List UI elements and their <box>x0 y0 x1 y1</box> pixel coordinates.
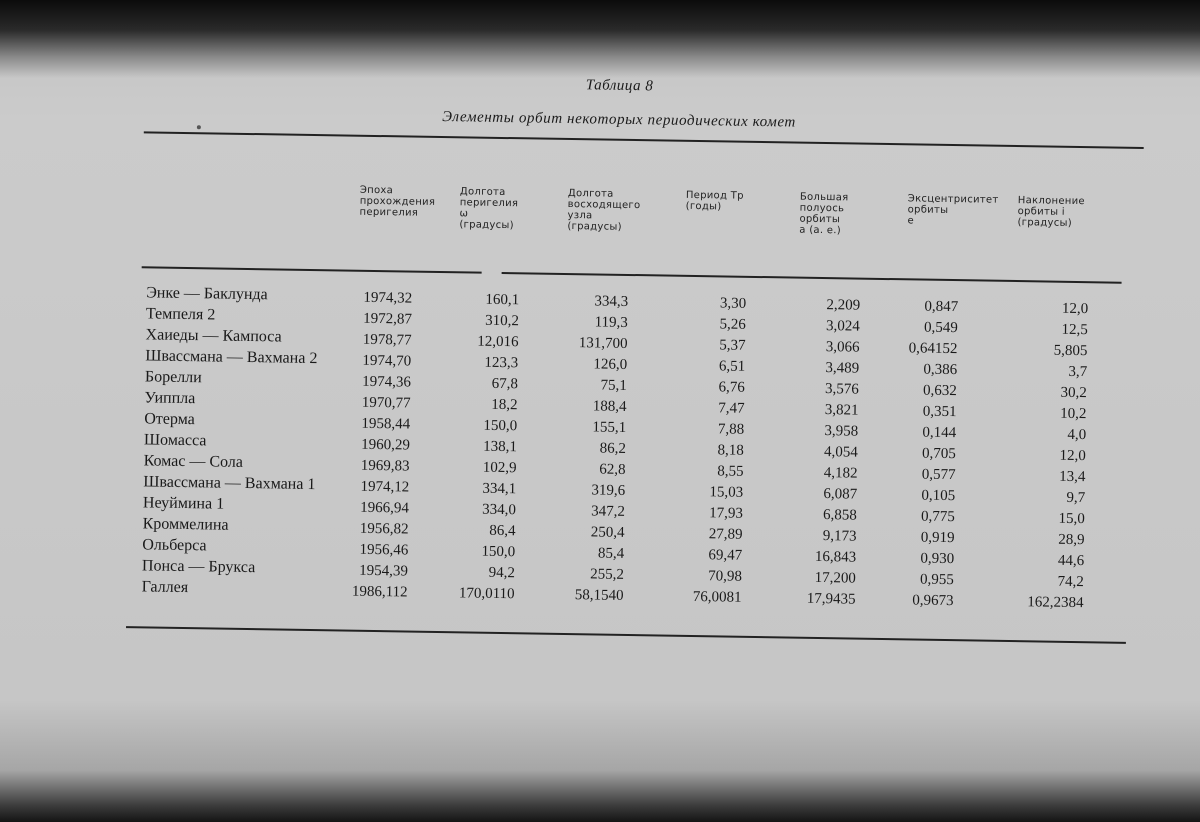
inclination-cell: 12,5 <box>1061 321 1088 339</box>
perihelion-longitude-cell: 138,1 <box>483 438 518 456</box>
comet-name-cell: Хаиеды — Кампоса <box>145 326 282 346</box>
comet-name-cell: Энке — Баклунда <box>146 284 268 304</box>
perihelion-epoch-cell: 1978,77 <box>362 331 412 349</box>
book-page <box>48 55 1179 813</box>
inclination-cell: 12,0 <box>1061 300 1089 318</box>
eccentricity-cell: 0,386 <box>923 361 958 379</box>
header-period: Период Tp (годы) <box>685 189 744 213</box>
period-column <box>679 293 746 609</box>
semi-major-axis-cell: 3,066 <box>825 339 860 356</box>
perihelion-epoch-cell: 1974,36 <box>362 373 412 391</box>
semi-major-axis-cell: 4,054 <box>823 444 858 461</box>
eccentricity-cell: 0,64152 <box>908 340 958 358</box>
inclination-cell: 74,2 <box>1057 573 1084 591</box>
perihelion-epoch-cell: 1960,29 <box>361 436 411 454</box>
table-number: Таблица 8 <box>585 77 654 95</box>
orbital-period-cell: 7,47 <box>718 400 745 417</box>
epoch-column <box>351 288 412 604</box>
semi-major-axis-column <box>789 295 860 611</box>
comet-name-column <box>141 282 318 600</box>
inclination-column <box>1001 298 1088 614</box>
orbital-period-cell: 17,93 <box>709 505 744 522</box>
comet-name-cell: Галлея <box>141 578 189 597</box>
inclination-cell: 28,9 <box>1058 531 1085 549</box>
orbital-period-cell: 8,18 <box>717 442 744 459</box>
inclination-cell: 15,0 <box>1058 510 1085 528</box>
eccentricity-cell: 0,351 <box>922 403 957 421</box>
perihelion-longitude-cell: 18,2 <box>491 396 518 414</box>
perihelion-epoch-cell: 1954,39 <box>359 562 409 580</box>
perihelion-epoch-cell: 1956,82 <box>359 520 409 538</box>
comet-name-cell: Швассмана — Вахмана 1 <box>143 473 316 494</box>
ascending-node-longitude-cell: 86,2 <box>599 440 627 457</box>
ascending-node-longitude-cell: 126,0 <box>593 356 628 373</box>
orbital-period-cell: 6,51 <box>718 358 746 375</box>
ascending-node-longitude-cell: 75,1 <box>600 377 627 394</box>
perihelion-longitude-cell: 334,1 <box>482 480 517 498</box>
comet-name-cell: Ольберса <box>142 536 207 555</box>
semi-major-axis-cell: 6,087 <box>823 486 858 503</box>
header-eccentricity: Эксцентриситет орбиты e <box>907 193 999 227</box>
orbital-period-cell: 70,98 <box>708 568 743 585</box>
inclination-cell: 5,805 <box>1053 342 1088 360</box>
eccentricity-column <box>893 296 958 612</box>
eccentricity-cell: 0,577 <box>921 466 956 484</box>
inclination-cell: 44,6 <box>1057 552 1085 570</box>
orbital-period-cell: 3,30 <box>719 295 747 312</box>
eccentricity-cell: 0,930 <box>920 550 955 568</box>
perihelion-epoch-cell: 1969,83 <box>360 457 410 475</box>
eccentricity-cell: 0,705 <box>921 445 956 463</box>
semi-major-axis-cell: 17,200 <box>814 569 857 587</box>
orbital-period-cell: 27,89 <box>708 526 743 543</box>
eccentricity-cell: 0,919 <box>920 529 955 547</box>
perihelion-longitude-cell: 67,8 <box>491 375 519 393</box>
perihelion-longitude-cell: 102,9 <box>482 459 517 477</box>
eccentricity-cell: 0,847 <box>924 298 959 316</box>
perihelion-epoch-cell: 1974,12 <box>360 478 410 496</box>
comet-name-cell: Комас — Сола <box>143 452 244 471</box>
perihelion-epoch-cell: 1972,87 <box>363 310 413 328</box>
column-headers <box>57 180 1178 278</box>
semi-major-axis-cell: 2,209 <box>826 297 861 314</box>
perihelion-longitude-cell: 12,016 <box>477 333 519 351</box>
perihelion-longitude-cell: 170,0110 <box>458 585 515 603</box>
perihelion-epoch-cell: 1970,77 <box>361 394 411 412</box>
eccentricity-cell: 0,632 <box>922 382 957 400</box>
table-title: Элементы орбит некоторых периодических комет <box>442 109 797 131</box>
eccentricity-cell: 0,9673 <box>912 592 954 610</box>
inclination-cell: 3,7 <box>1068 363 1088 381</box>
perihelion-epoch-cell: 1974,32 <box>363 289 413 307</box>
ascending-node-longitude-cell: 347,2 <box>591 503 626 520</box>
semi-major-axis-cell: 16,843 <box>814 548 857 566</box>
comet-name-cell: Кроммелина <box>142 515 229 534</box>
ascending-node-longitude-cell: 250,4 <box>590 524 625 541</box>
ascending-node-longitude-cell: 131,700 <box>578 335 628 352</box>
perihelion-epoch-cell: 1986,112 <box>351 583 408 601</box>
eccentricity-cell: 0,549 <box>923 319 958 337</box>
header-inclination: Наклонение орбиты i (градусы) <box>1017 195 1085 229</box>
inclination-cell: 13,4 <box>1059 468 1086 486</box>
header-perihelion: Долгота перигелия ω (градусы) <box>459 186 519 232</box>
ink-dot <box>197 125 201 129</box>
orbital-period-cell: 15,03 <box>709 484 744 501</box>
semi-major-axis-cell: 3,576 <box>824 381 859 398</box>
perihelion-longitude-cell: 86,4 <box>489 522 516 540</box>
semi-major-axis-cell: 3,489 <box>825 360 860 377</box>
ascending-node-longitude-cell: 62,8 <box>599 461 626 478</box>
bottom-rule <box>126 626 1126 643</box>
perihelion-epoch-cell: 1958,44 <box>361 415 411 433</box>
ascending-node-longitude-cell: 319,6 <box>591 482 626 499</box>
semi-major-axis-cell: 3,024 <box>825 318 860 335</box>
eccentricity-cell: 0,775 <box>920 508 955 526</box>
orbital-period-cell: 8,55 <box>717 463 744 480</box>
comet-name-cell: Отерма <box>144 410 195 429</box>
comet-name-cell: Понса — Брукса <box>141 557 256 577</box>
ascending-node-longitude-cell: 85,4 <box>597 545 625 562</box>
orbital-period-cell: 76,0081 <box>692 589 742 606</box>
perihelion-longitude-cell: 310,2 <box>485 312 520 330</box>
header-epoch: Эпоха прохождения перигелия <box>359 184 436 219</box>
eccentricity-cell: 0,105 <box>921 487 956 505</box>
comet-name-cell: Уиппла <box>144 389 196 408</box>
orbital-period-cell: 5,26 <box>719 316 746 333</box>
orbital-period-cell: 5,37 <box>719 337 746 354</box>
semi-major-axis-cell: 3,821 <box>824 402 859 419</box>
perihelion-epoch-cell: 1966,94 <box>360 499 410 517</box>
semi-major-axis-cell: 6,858 <box>822 507 857 524</box>
perihelion-longitude-cell: 334,0 <box>482 501 517 519</box>
perihelion-longitude-cell: 150,0 <box>483 417 518 435</box>
semi-major-axis-cell: 17,9435 <box>806 590 856 608</box>
inclination-cell: 4,0 <box>1067 426 1087 444</box>
node-column <box>563 291 628 607</box>
semi-major-axis-cell: 3,958 <box>824 423 859 440</box>
perihelion-epoch-cell: 1956,46 <box>359 541 409 559</box>
inclination-cell: 30,2 <box>1060 384 1087 402</box>
ascending-node-longitude-cell: 188,4 <box>592 398 627 415</box>
header-axis: Большая полуось орбиты a (а. е.) <box>799 191 849 237</box>
perihelion-longitude-cell: 123,3 <box>484 354 519 372</box>
perihelion-epoch-cell: 1974,70 <box>362 352 412 370</box>
perihelion-longitude-cell: 150,0 <box>481 543 516 561</box>
comet-name-cell: Борелли <box>144 368 202 387</box>
eccentricity-cell: 0,144 <box>922 424 957 442</box>
inclination-cell: 9,7 <box>1066 489 1086 507</box>
orbital-period-cell: 69,47 <box>708 547 743 564</box>
semi-major-axis-cell: 9,173 <box>822 528 857 545</box>
inclination-cell: 12,0 <box>1059 447 1086 465</box>
semi-major-axis-cell: 4,182 <box>823 465 858 482</box>
comet-name-cell: Шомасса <box>143 431 207 450</box>
comet-name-cell: Неуймина 1 <box>142 494 225 513</box>
orbital-period-cell: 7,88 <box>717 421 745 438</box>
perihelion-longitude-cell: 160,1 <box>485 291 520 309</box>
inclination-cell: 10,2 <box>1060 405 1087 423</box>
comet-name-cell: Темпеля 2 <box>145 305 216 324</box>
ascending-node-longitude-cell: 58,1540 <box>574 587 624 604</box>
eccentricity-cell: 0,955 <box>919 571 954 589</box>
ascending-node-longitude-cell: 119,3 <box>594 314 628 331</box>
comet-name-cell: Швассмана — Вахмана 2 <box>145 347 318 368</box>
inclination-cell: 162,2384 <box>1027 594 1084 612</box>
orbital-period-cell: 6,76 <box>718 379 745 396</box>
ascending-node-longitude-cell: 155,1 <box>592 419 627 436</box>
ascending-node-longitude-cell: 334,3 <box>594 293 629 310</box>
ascending-node-longitude-cell: 255,2 <box>590 566 625 583</box>
perihelion-longitude-cell: 94,2 <box>488 564 516 582</box>
header-rule-left <box>142 266 482 273</box>
perihelion-column <box>456 289 519 605</box>
header-node: Долгота восходящего узла (градусы) <box>567 187 641 233</box>
